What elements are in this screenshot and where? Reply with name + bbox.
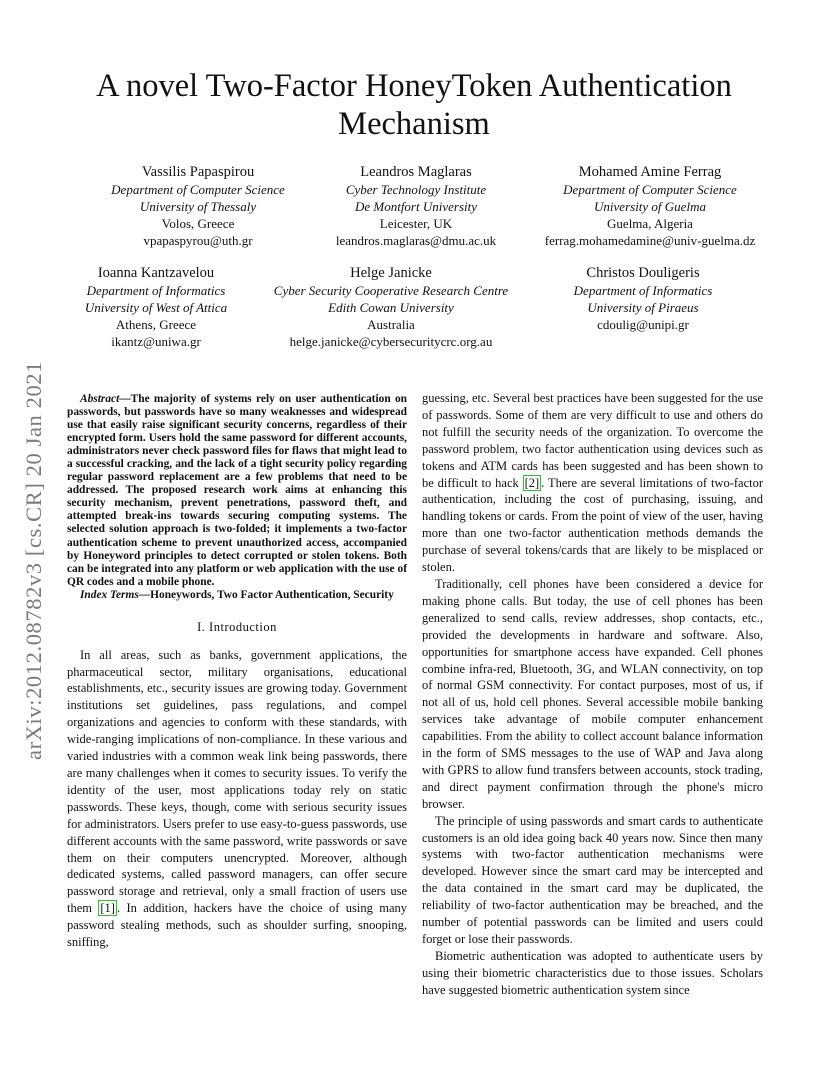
author-org: University of Thessaly: [139, 199, 257, 214]
author-name: Vassilis Papaspirou: [141, 164, 255, 180]
citation-link[interactable]: [2]: [524, 475, 540, 490]
author-dept: Cyber Technology Institute: [345, 182, 487, 197]
paragraph-cell-phones: Traditionally, cell phones have been considered a device for making phone calls. But today, the use of cell phones has been generalized to send calls, review addresses, shop contacts, etc., provided the developments in hardware and software. Also, opportunities for smartphone access have expanded. Cell phones combine infra-red, Bluetooth, 3G, and WLAN connectivity, on top of normal GSM connectivity. For contact purposes, most of us, if not all of us, hold cell phones. Several accessible mobile banking services take advantage of mobile computer enhancement capabilities. From the ability to collect account balance information in the form of SMS messages to the use of WAP and Java along with GPRS to allow fund transfers between accounts, stock trading, and direct payment confirmation through the phone's micro browser.: [422, 576, 763, 811]
intro-text: In all areas, such as banks, government applications, the pharmaceutical sector, military organisations, educational establishments, etc., security issues are growing today. Government institutions set guidelines, pass regulations, and compel organizations and agencies to conform with these standards, with wide-ranging implications of non-compliance. In these various and varied industries with a common weak link being passwords, there are many challenges when it comes to security issues. To verify the identity of the user, most applications today rely on static passwords. These keys, though, come with serious security issues for administrators. Users prefer to use easy-to-guess passwords, use different accounts with the same password, write passwords or save them on their computers unencrypted. Moreover, although dedicated systems, called password managers, can offer secure password storage and retrieval, only a small fraction of users use them: [67, 647, 407, 916]
author-3: [530, 164, 770, 249]
author-name: Christos Douligeris: [586, 265, 700, 281]
section-heading-introduction: I. Introduction: [197, 619, 277, 634]
author-email: leandros.maglaras@dmu.ac.uk: [335, 233, 497, 248]
author-2: [314, 164, 518, 249]
paper-title-line2: Mechanism: [338, 106, 490, 142]
abstract: [67, 393, 407, 589]
author-dept: Department of Computer Science: [563, 182, 737, 197]
abstract-text: —The majority of systems rely on user authentication on passwords, but passwords have so many weaknesses and widespread use that easily raise significant security concerns, regardless of their encrypted form. Users hold the same password for different accounts, administrators never check password files for flaws that might lead to a successful cracking, and the lack of a tight security policy regarding regular password replacement are a few problems that need to be addressed. The proposed research work aims at enhancing this security mechanism, prevent penetrations, password theft, and attempted break-ins towards securing computing systems. The selected solution approach is two-folded; it implements a two-factor authentication scheme to prevent unauthorized access, accompanied by Honeyword principles to detect corrupted or stolen tokens. Both can be integrated into any platform or web application with the use of QR codes and a mobile phone.: [67, 393, 407, 588]
abstract-label: Abstract: [80, 393, 120, 405]
index-terms-label: Index Terms: [80, 588, 139, 601]
author-email: ikantz@uniwa.gr: [111, 334, 201, 349]
paragraph-biometric: Biometric authentication was adopted to authenticate users by using their biometric characteristics due to those issues. Scholars have suggested biometric authentication system since: [422, 948, 763, 997]
author-email: vpapaspyrou@uth.gr: [143, 233, 253, 248]
author-org: De Montfort University: [354, 199, 478, 214]
author-6: [548, 265, 738, 333]
author-1: [88, 164, 308, 249]
intro-paragraph: [67, 647, 407, 951]
left-column: [67, 393, 407, 951]
author-dept: Cyber Security Cooperative Research Centre: [273, 283, 509, 298]
author-name: Mohamed Amine Ferrag: [578, 164, 722, 180]
author-org: University of Guelma: [594, 199, 706, 214]
author-name: Leandros Maglaras: [360, 164, 472, 180]
paragraph-continued: [422, 390, 763, 576]
paper-title-line1: A novel Two-Factor HoneyToken Authentication: [96, 68, 732, 104]
index-terms-text: —Honeywords, Two Factor Authentication, Security: [138, 588, 394, 601]
author-location: Athens, Greece: [115, 317, 197, 332]
author-org: University of Piraeus: [587, 300, 699, 315]
author-org: Edith Cowan University: [328, 300, 454, 315]
arxiv-stamp: [14, 290, 54, 760]
author-org: University of West of Attica: [84, 300, 228, 315]
author-location: Australia: [367, 317, 415, 332]
paragraph-text: guessing, etc. Several best practices have been suggested for the use of passwords. Some of them are very difficult to use and others do not fulfill the security needs of the organization. To overcome the password problem, two factor authentication using devices such as tokens and ATM cards has been suggested and has been shown to be difficult to hack: [422, 391, 763, 490]
paragraph-text-cont: . There are several limitations of two-factor authentication, including the cost of purchasing, issuing, and handling tokens or cards. From the point of view of the user, having more than one two-factor authentication methods demands the purchase of several tokens/cards that are likely to be misplaced or stolen.: [422, 475, 764, 575]
author-name: Ioanna Kantzavelou: [97, 265, 215, 281]
author-dept: Department of Informatics: [86, 283, 226, 298]
index-terms: [67, 589, 407, 602]
author-location: Guelma, Algeria: [607, 216, 693, 231]
citation-link[interactable]: [1]: [100, 901, 115, 916]
arxiv-stamp-text: arXiv:2012.08782v3 [cs.CR] 20 Jan 2021: [21, 360, 46, 760]
author-location: Volos, Greece: [161, 216, 235, 231]
intro-text-cont: . In addition, hackers have the choice of using many password stealing methods, such as shoulder surfing, snooping, sniffing,: [67, 901, 407, 950]
author-name: Helge Janicke: [350, 265, 432, 281]
author-location: Leicester, UK: [379, 216, 453, 231]
author-email: cdoulig@unipi.gr: [597, 317, 689, 332]
author-dept: Department of Informatics: [573, 283, 713, 298]
author-5: [262, 265, 520, 350]
author-dept: Department of Computer Science: [111, 182, 285, 197]
author-4: [56, 265, 256, 350]
author-email: helge.janicke@cybersecuritycrc.org.au: [289, 334, 493, 349]
right-column: [422, 390, 763, 999]
author-email: ferrag.mohamedamine@univ-guelma.dz: [544, 233, 756, 248]
paragraph-smart-cards: The principle of using passwords and smart cards to authenticate customers is an old idea going back 40 years now. Since then many systems with two-factor authentication mechanisms were developed. However since the smart card may be intercepted and the data contained in the smart card may be duplicated, the reliability of two-factor authentication may be breached, and the number of potential passwords can be limited and users could forget or lose their passwords.: [422, 813, 763, 946]
